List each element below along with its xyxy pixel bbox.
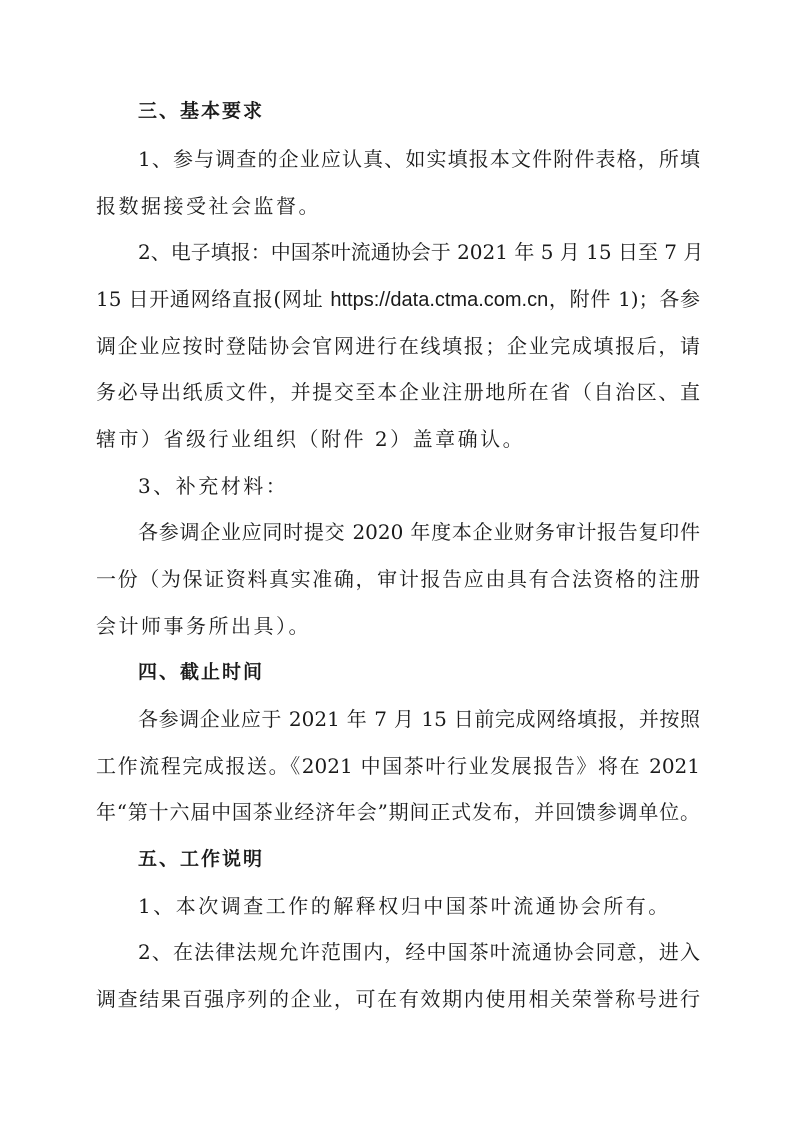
section-5-item-1: 1、本次调查工作的解释权归中国茶叶流通协会所有。 (138, 894, 671, 918)
section-3-item-3-line-2: 一份（为保证资料真实准确，审计报告应由具有合法资格的注册 (96, 567, 700, 591)
section-3-item-2-line-4: 务必导出纸质文件，并提交至本企业注册地所在省（自治区、直 (96, 380, 700, 404)
section-3-item-2-line-2 (96, 285, 700, 314)
section-5-heading: 五、工作说明 (138, 848, 265, 870)
section-4-line-3: 年“第十六届中国茶业经济年会”期间正式发布，并回馈参调单位。 (96, 800, 700, 824)
section-3-item-2-line-5: 辖市）省级行业组织（附件 2）盖章确认。 (96, 427, 526, 451)
section-3-item-3-line-1: 各参调企业应同时提交 2020 年度本企业财务审计报告复印件 (138, 520, 700, 544)
section-4-line-1: 各参调企业应于 2021 年 7 月 15 日前完成网络填报，并按照 (138, 707, 700, 731)
section-3-item-1-line-2: 报数据接受社会监督。 (96, 194, 321, 218)
section-5-item-2-line-2: 调查结果百强序列的企业，可在有效期内使用相关荣誉称号进行 (96, 987, 700, 1011)
section-3-item-2-line-2-end: ，附件 1)；各参 (548, 287, 701, 311)
section-4-line-2: 工作流程完成报送。《2021 中国茶叶行业发展报告》将在 2021 (96, 754, 700, 778)
section-3-item-3-title: 3、补充材料： (138, 474, 289, 498)
section-3-item-2-line-1: 2、电子填报：中国茶叶流通协会于 2021 年 5 月 15 日至 7 月 (138, 240, 704, 264)
section-3-heading: 三、基本要求 (138, 100, 265, 122)
section-3-item-2-line-2-start: 15 日开通网络直报(网址 (96, 287, 331, 311)
section-3-item-3-line-3: 会计师事务所出具）。 (96, 614, 311, 638)
section-5-item-2-line-1: 2、在法律法规允许范围内，经中国茶叶流通协会同意，进入 (138, 940, 700, 964)
section-3-item-1-line-1: 1、参与调查的企业应认真、如实填报本文件附件表格，所填 (138, 147, 700, 171)
section-3-item-2-line-3: 调企业应按时登陆协会官网进行在线填报；企业完成填报后，请 (96, 334, 700, 358)
survey-url: https://data.ctma.com.cn (330, 289, 549, 311)
section-4-heading: 四、截止时间 (138, 661, 265, 683)
